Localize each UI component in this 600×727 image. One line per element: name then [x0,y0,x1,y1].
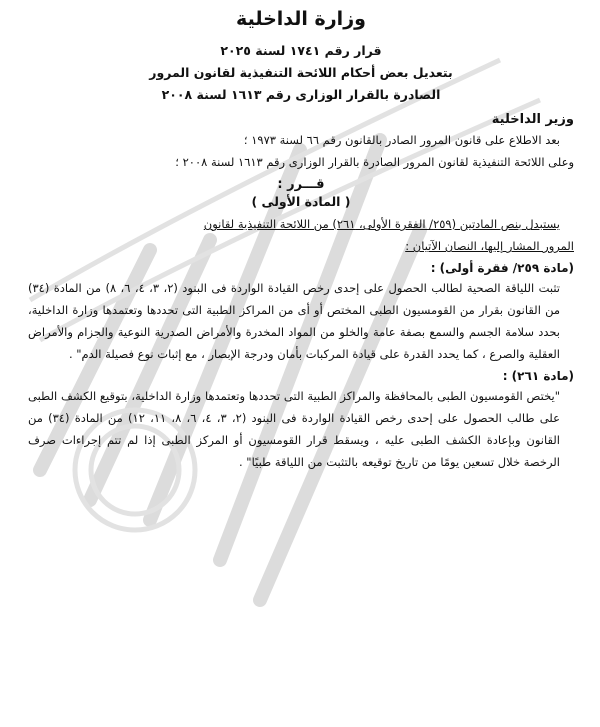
replace-text-1: يستبدل بنص المادتين (٢٥٩/ الفقرة الأولى، ٢٦١) من اللائحة التنفيذية لقانون [203,217,560,231]
decree-number: قرار رقم ١٧٤١ لسنة ٢٠٢٥ [220,43,382,58]
ministry-title: وزارة الداخلية [236,8,366,30]
article-259-heading: (مادة ٢٥٩/ فقرة أولى) : [430,261,574,275]
decree-subject-line-1: بتعديل بعض أحكام اللائحة التنفيذية لقانون المرور [149,65,453,80]
article-259-text: تثبت اللياقة الصحية لطالب الحصول على إحدى رخص القيادة الواردة فى البنود (٢، ٣، ٤، ٦، ٨) من المادة (٣٤) من القانون بقرار من القومسيون الطبى المختص أو أى من المراكز الطبية التى تحددها وتعتمدها وزارة الداخلية، بحدد سلامة الجسم والسمع بصفة عامة والخلو من المواد المخدرة والأمراض الصدرية النوعية والجزام والأمراض العقلية والصرع ، كما يحدد القدرة على قيادة المركبات بأمان ودرجة الإبصار ، مع إثبات نوع فصيلة الدم" . [28,281,560,361]
replace-text-line-2 [28,235,574,257]
preamble-1: بعد الاطلاع على قانون المرور الصادر بالقانون رقم ٦٦ لسنة ١٩٧٣ ؛ [243,133,560,147]
decree-subject-line-2: الصادرة بالقرار الوزارى رقم ١٦١٣ لسنة ٢٠٠٨ [161,87,441,102]
article-261-heading: (مادة ٢٦١) : [502,369,574,383]
minister-heading: وزير الداخلية [491,112,574,127]
replace-text-line-1 [28,213,574,235]
preamble-2: وعلى اللائحة التنفيذية لقانون المرور الصادرة بالقرار الوزارى رقم ١٦١٣ لسنة ٢٠٠٨ ؛ [175,155,574,169]
replace-text-2: المرور المشار إليها، النصان الآتيان : [405,239,574,253]
article-261-text: "يختص القومسيون الطبى بالمحافظة والمراكز الطبية التى تحددها وتعتمدها وزارة الداخلية، بتوقيع الكشف الطبى على طالب الحصول على إحدى رخص القيادة الواردة فى البنود (٢، ٣، ٤، ٦، ٨، ١١، ١٢) من المادة (٣٤) من القانون وبإعادة الكشف الطبى عليه ، ويسقط قرار القومسيون أو المركز الطبى إذا لم تتم إجراءات صرف الرخصة خلال تسعين يومًا من تاريخ توقيعه بالتثبت من اللياقة طبيًا" . [28,389,560,469]
document-content [0,8,600,473]
decided-heading: قـــرر : [277,177,325,192]
article-one-heading: ( المادة الأولى ) [251,194,351,209]
